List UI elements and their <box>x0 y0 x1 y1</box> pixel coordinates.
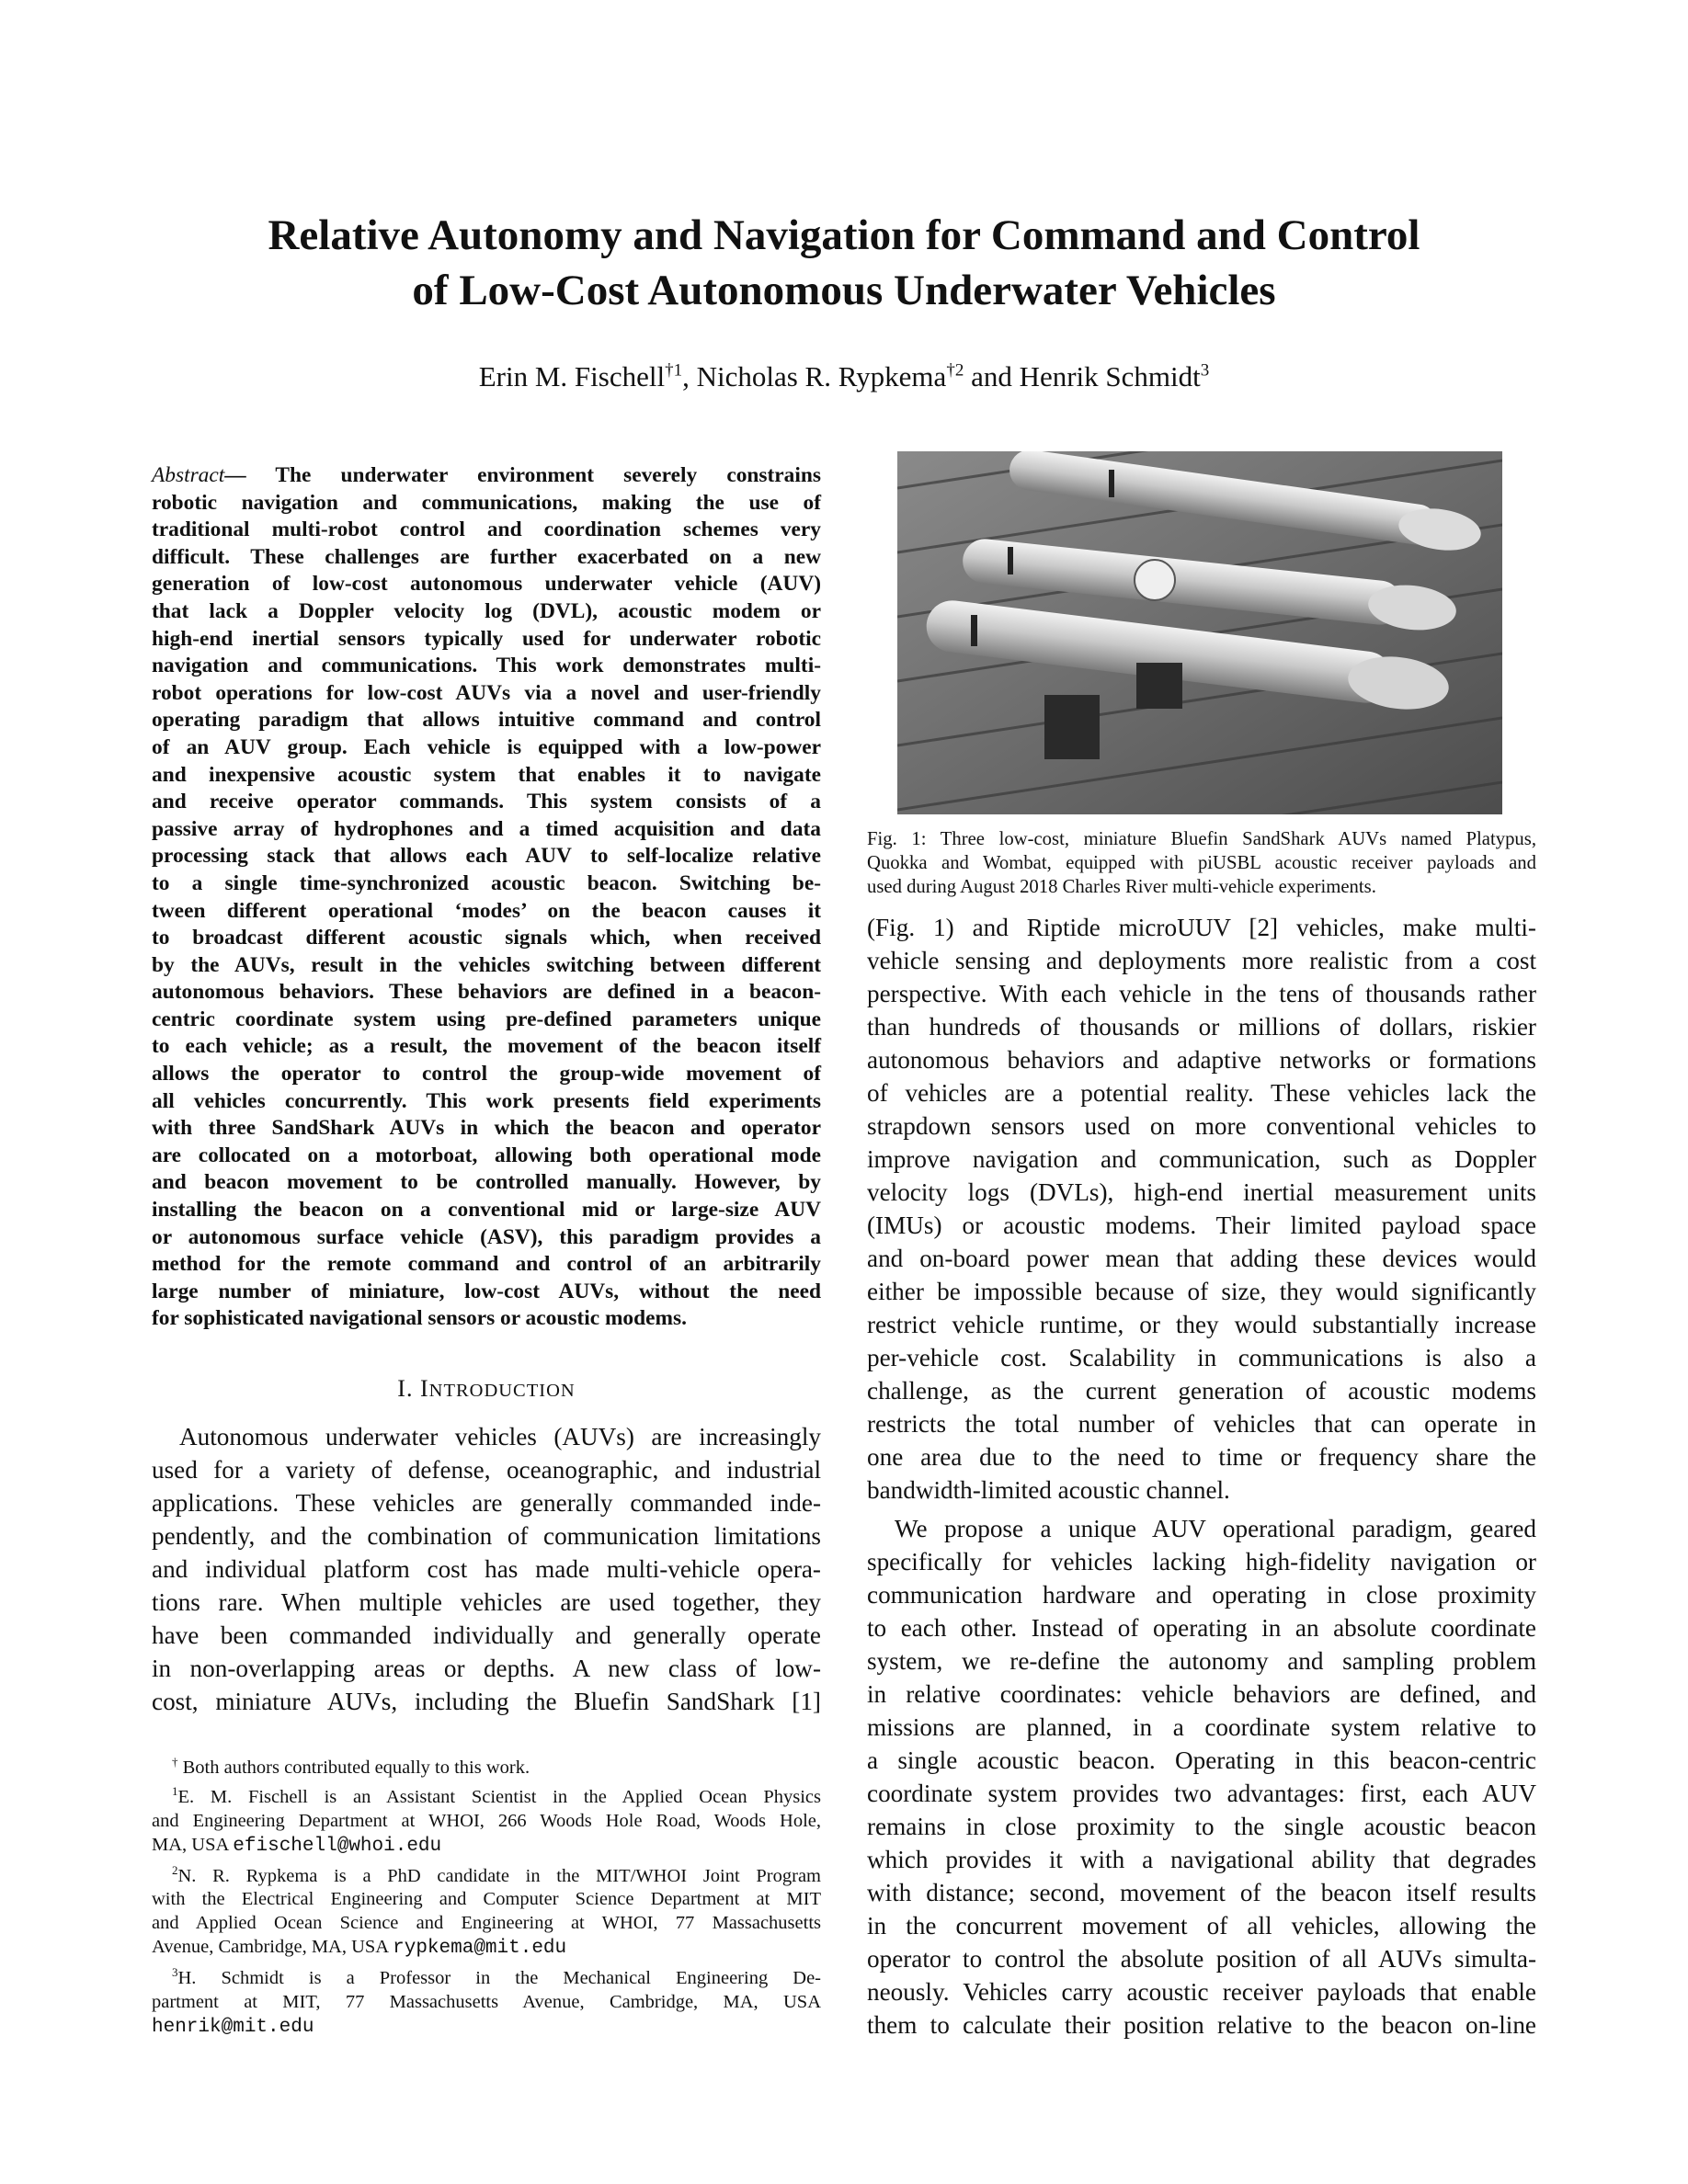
abstract-line: robotic navigation and communications, making the use of <box>152 490 821 515</box>
section-heading <box>152 1375 821 1403</box>
body-line: either be impossible because of size, they would significantly <box>867 1278 1536 1305</box>
footnote-fischell <box>152 1780 821 1809</box>
author-separator: and <box>964 360 1020 392</box>
auv-photo-illustration <box>897 451 1502 814</box>
body-line: neously. Vehicles carry acoustic receiver payloads that enable <box>867 1978 1536 2006</box>
footnote-text: MA, USA <box>152 1834 234 1855</box>
abstract-line: centric coordinate system using pre-defined parameters unique <box>152 1007 821 1031</box>
intro-line: cost, miniature AUVs, including the Bluefin SandShark [1] <box>152 1688 821 1715</box>
body-line: operator to control the absolute position of all AUVs simulta- <box>867 1945 1536 1973</box>
intro-line: and individual platform cost has made multi-vehicle opera- <box>152 1555 821 1583</box>
email-schmidt: henrik@mit.edu <box>152 2017 314 2039</box>
abstract-line: method for the remote command and control of an arbitrarily <box>152 1252 821 1277</box>
email-fischell: efischell@whoi.edu <box>233 1835 442 1857</box>
intro-line: Autonomous underwater vehicles (AUVs) are increasingly <box>179 1423 821 1450</box>
caption-line: Quokka and Wombat, equipped with piUSBL acoustic receiver payloads and <box>867 853 1536 873</box>
footnote-marker: 1 <box>172 1783 178 1798</box>
abstract-line: all vehicles concurrently. This work presents field experiments <box>152 1088 821 1113</box>
intro-line: pendently, and the combination of communication limitations <box>152 1522 821 1550</box>
body-line: challenge, as the current generation of acoustic modems <box>867 1377 1536 1405</box>
author-schmidt-affil: 3 <box>1200 360 1210 381</box>
author-schmidt: Henrik Schmidt <box>1019 360 1201 392</box>
footnote-line <box>152 1935 821 1961</box>
footnote-equal-contribution <box>152 1750 821 1780</box>
footnotes <box>152 1750 821 2040</box>
abstract-line: passive array of hydrophones and a timed acquisition and data <box>152 816 821 841</box>
body-line: We propose a unique AUV operational paradigm, geared <box>895 1515 1536 1542</box>
footnote-marker: 3 <box>172 1965 178 1980</box>
abstract-line: and inexpensive acoustic system that enables it to navigate <box>152 762 821 787</box>
footnote-text: Avenue, Cambridge, MA, USA <box>152 1937 393 1958</box>
caption-line: used during August 2018 Charles River multi-vehicle experiments. <box>867 877 1376 897</box>
abstract <box>152 462 821 1333</box>
abstract-line: allows the operator to control the group-wide movement of <box>152 1062 821 1086</box>
footnote-schmidt <box>152 1961 821 1990</box>
body-line: autonomous behaviors and adaptive networks or formations <box>867 1046 1536 1074</box>
body-line: missions are planned, in a coordinate system relative to <box>867 1713 1536 1741</box>
paragraph-proposal <box>867 1512 1536 2042</box>
body-line: them to calculate their position relative to the beacon on-line <box>867 2011 1536 2039</box>
footnote-marker: † <box>172 1755 178 1769</box>
paper-title <box>165 208 1523 318</box>
abstract-line: navigation and communications. This work demonstrates multi- <box>152 654 821 678</box>
paragraph-continued <box>867 911 1536 1507</box>
intro-line: used for a variety of defense, oceanographic, and industrial <box>152 1456 821 1484</box>
caption-line: Fig. 1: Three low-cost, miniature Bluefin SandShark AUVs named Platypus, <box>867 829 1536 849</box>
abstract-line: traditional multi-robot control and coordination schemes very <box>152 518 821 542</box>
body-line: in relative coordinates: vehicle behaviors are defined, and <box>867 1680 1536 1708</box>
abstract-line <box>152 462 821 490</box>
abstract-line: and receive operator commands. This system consists of a <box>152 790 821 814</box>
body-line: than hundreds of thousands or millions of dollars, riskier <box>867 1013 1536 1041</box>
body-line: (IMUs) or acoustic modems. Their limited payload space <box>867 1211 1536 1239</box>
author-rypkema: Nicholas R. Rypkema <box>696 360 947 392</box>
abstract-line: installing the beacon on a conventional mid or large-size AUV <box>152 1198 821 1223</box>
body-line: improve navigation and communication, such as Doppler <box>867 1145 1536 1173</box>
abstract-line: to each vehicle; as a result, the movement of the beacon itself <box>152 1034 821 1059</box>
body-line: remains in close proximity to the single acoustic beacon <box>867 1813 1536 1840</box>
footnote-text: E. M. Fischell is an Assistant Scientist in the Applied Ocean Physics <box>177 1786 821 1807</box>
section-title-rest: NTRODUCTION <box>428 1381 576 1401</box>
body-line: which provides it with a navigational ability that degrades <box>867 1846 1536 1873</box>
intro-line: tions rare. When multiple vehicles are used together, they <box>152 1588 821 1616</box>
body-line: restrict vehicle runtime, or they would substantially increase <box>867 1311 1536 1338</box>
abstract-line: to a single time-synchronized acoustic beacon. Switching be- <box>152 870 821 895</box>
section-number: I. <box>397 1375 414 1402</box>
figure-caption <box>867 827 1536 899</box>
author-fischell: Erin M. Fischell <box>478 360 666 392</box>
abstract-line: tween different operational ‘modes’ on the beacon causes it <box>152 898 821 923</box>
abstract-line: of an AUV group. Each vehicle is equipped with a low-power <box>152 734 821 759</box>
body-line: perspective. With each vehicle in the tens of thousands rather <box>867 980 1536 1007</box>
abstract-line: are collocated on a motorboat, allowing both operational mode <box>152 1143 821 1167</box>
body-line: to each other. Instead of operating in an absolute coordinate <box>867 1614 1536 1642</box>
author-rypkema-affil: †2 <box>946 360 964 381</box>
author-list <box>165 360 1523 393</box>
body-line: of vehicles are a potential reality. These vehicles lack the <box>867 1079 1536 1107</box>
body-line: one area due to the need to time or frequency share the <box>867 1443 1536 1471</box>
author-separator: , <box>682 360 697 392</box>
body-line: velocity logs (DVLs), high-end inertial measurement units <box>867 1178 1536 1206</box>
figure-photo <box>897 451 1502 814</box>
abstract-line: high-end inertial sensors typically used for underwater robotic <box>152 626 821 651</box>
abstract-line: to broadcast different acoustic signals which, when received <box>152 926 821 950</box>
intro-line: applications. These vehicles are generally commanded inde- <box>152 1489 821 1517</box>
abstract-line: for sophisticated navigational sensors or acoustic modems. <box>152 1306 687 1331</box>
abstract-line: or autonomous surface vehicle (ASV), this paradigm provides a <box>152 1224 821 1249</box>
footnote-line: and Applied Ocean Science and Engineering at WHOI, 77 Massachusetts <box>152 1913 821 1934</box>
abstract-line: difficult. These challenges are further exacerbated on a new <box>152 544 821 569</box>
title-line-1: Relative Autonomy and Navigation for Command and Control <box>268 211 1420 259</box>
abstract-line: with three SandShark AUVs in which the beacon and operator <box>152 1116 821 1141</box>
email-rypkema: rypkema@mit.edu <box>393 1938 567 1960</box>
body-line: strapdown sensors used on more conventional vehicles to <box>867 1112 1536 1140</box>
footnote-line: and Engineering Department at WHOI, 266 Woods Hole Road, Woods Hole, <box>152 1810 821 1831</box>
footnote-line <box>152 2014 821 2040</box>
footnote-rypkema <box>152 1859 821 1888</box>
footnote-line <box>152 1833 821 1859</box>
abstract-label: Abstract <box>152 463 225 487</box>
abstract-line: large number of miniature, low-cost AUVs, without the need <box>152 1279 821 1303</box>
title-line-2: of Low-Cost Autonomous Underwater Vehicles <box>412 267 1276 314</box>
footnote-text: Both authors contributed equally to this work. <box>177 1757 530 1778</box>
right-column-body <box>867 911 1536 2042</box>
abstract-line: and beacon movement to be controlled manually. However, by <box>152 1170 821 1195</box>
intro-line: have been commanded individually and generally operate <box>152 1621 821 1649</box>
body-line: coordinate system provides two advantages: first, each AUV <box>867 1780 1536 1807</box>
abstract-line: generation of low-cost autonomous underwater vehicle (AUV) <box>152 572 821 597</box>
intro-line: in non-overlapping areas or depths. A new class of low- <box>152 1655 821 1682</box>
footnote-line: partment at MIT, 77 Massachusetts Avenue, Cambridge, MA, USA <box>152 1992 821 2013</box>
body-line: (Fig. 1) and Riptide microUUV [2] vehicles, make multi- <box>867 914 1536 941</box>
abstract-line: robot operations for low-cost AUVs via a novel and user-friendly <box>152 680 821 705</box>
body-line: a single acoustic beacon. Operating in this beacon-centric <box>867 1746 1536 1774</box>
body-line: with distance; second, movement of the beacon itself results <box>867 1879 1536 1906</box>
abstract-text: — The underwater environment severely constrains <box>224 463 821 487</box>
body-line: system, we re-define the autonomy and sampling problem <box>867 1647 1536 1675</box>
abstract-line: autonomous behaviors. These behaviors are defined in a beacon- <box>152 980 821 1005</box>
footnote-text: N. R. Rypkema is a PhD candidate in the MIT/WHOI Joint Program <box>177 1865 821 1886</box>
abstract-line: processing stack that allows each AUV to self-localize relative <box>152 844 821 869</box>
intro-paragraph <box>152 1420 821 1718</box>
body-line: vehicle sensing and deployments more realistic from a cost <box>867 947 1536 974</box>
body-line: in the concurrent movement of all vehicles, allowing the <box>867 1912 1536 1939</box>
body-line: communication hardware and operating in close proximity <box>867 1581 1536 1609</box>
footnote-line: with the Electrical Engineering and Computer Science Department at MIT <box>152 1889 821 1910</box>
author-fischell-affil: †1 <box>665 360 683 381</box>
abstract-line: that lack a Doppler velocity log (DVL), acoustic modem or <box>152 598 821 623</box>
body-line: restricts the total number of vehicles that can operate in <box>867 1410 1536 1438</box>
body-line: and on-board power mean that adding these devices would <box>867 1245 1536 1272</box>
footnote-text: H. Schmidt is a Professor in the Mechanical Engineering De- <box>177 1968 821 1989</box>
section-title-initial: I <box>419 1375 429 1402</box>
abstract-line: by the AUVs, result in the vehicles switching between different <box>152 952 821 977</box>
body-line: bandwidth-limited acoustic channel. <box>867 1476 1230 1504</box>
footnote-marker: 2 <box>172 1862 178 1877</box>
abstract-line: operating paradigm that allows intuitive command and control <box>152 708 821 733</box>
body-line: specifically for vehicles lacking high-fidelity navigation or <box>867 1548 1536 1575</box>
body-line: per-vehicle cost. Scalability in communications is also a <box>867 1344 1536 1371</box>
